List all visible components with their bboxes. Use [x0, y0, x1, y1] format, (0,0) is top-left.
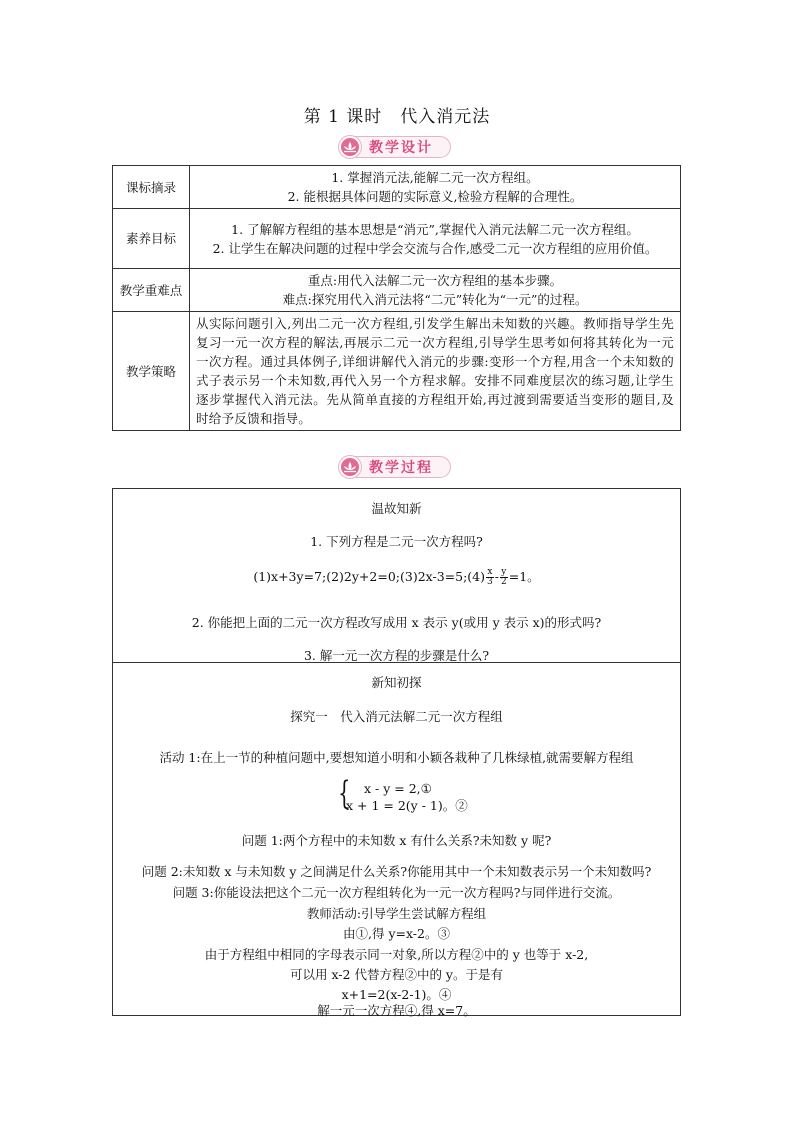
- teaching-process-box: [112, 488, 681, 1016]
- solution-step: 可以用 x-2 代替方程②中的 y。于是有: [290, 967, 503, 982]
- equation-text: (1)x+3y=7;(2)2y+2=0;(3)2x-3=5;(4): [253, 569, 486, 584]
- minus-sign: -: [494, 569, 499, 584]
- row-label: 课标摘录: [113, 166, 190, 209]
- solution-step: 由于方程组中相同的字母表示同一对象,所以方程②中的 y 也等于 x-2,: [204, 947, 589, 962]
- content-line: 2. 让学生在解决问题的过程中学会交流与合作,感受二元一次方程组的应用价值。: [212, 240, 658, 256]
- section-banner-process: [339, 456, 451, 478]
- problem-text: 问题 2:未知数 x 与未知数 y 之间满足什么关系?你能用其中一个未知数表示另一个未知数吗?: [141, 864, 652, 879]
- explore-title: 探究一 代入消元法解二元一次方程组: [290, 709, 503, 724]
- page-title: 第 1 课时 代入消元法: [303, 107, 491, 127]
- content-line: 2. 能根据具体问题的实际意义,检验方程解的合理性。: [287, 189, 583, 204]
- problem-text: 问题 1:两个方程中的未知数 x 有什么关系?未知数 y 呢?: [241, 833, 552, 848]
- solution-step: x+1=2(x-2-1)。④: [341, 987, 452, 1002]
- content-line: 1. 了解解方程组的基本思想是“消元”,掌握代入消元法解二元一次方程组。: [231, 221, 639, 237]
- content-line: 1. 掌握消元法,能解二元一次方程组。: [331, 170, 539, 185]
- row-content: [190, 166, 681, 209]
- solution-step: 由①,得 y=x-2。③: [343, 926, 450, 941]
- lesson-design-table: [112, 165, 681, 431]
- fraction-numerator: y: [501, 567, 507, 577]
- question-text: 3. 解一元一次方程的步骤是什么?: [303, 648, 490, 663]
- table-row: [113, 312, 681, 431]
- lotus-icon: [339, 456, 361, 478]
- row-content: [190, 269, 681, 312]
- activity-text: 活动 1:在上一节的种植问题中,要想知道小明和小颖各栽种了几株绿植,就需要解方程组: [159, 750, 634, 765]
- fraction: [500, 568, 508, 587]
- problem-text: 问题 3:你能设法把这个二元一次方程组转化为一元一次方程吗?与同伴进行交流。: [172, 885, 621, 900]
- row-label: 素养目标: [113, 209, 190, 269]
- row-content: [190, 209, 681, 269]
- brace-icon: {: [338, 774, 351, 812]
- section-heading: 温故知新: [371, 501, 422, 516]
- fraction-denominator: 2: [500, 577, 507, 587]
- equation-text: =1。: [508, 569, 540, 584]
- banner-title: 教学过程: [369, 460, 433, 476]
- content-line: 重点:用代入法解二元一次方程组的基本步骤。: [307, 273, 563, 288]
- table-row: [113, 166, 681, 209]
- question-text: 1. 下列方程是二元一次方程吗?: [310, 534, 483, 549]
- equation-1: x - y = 2,①: [364, 781, 432, 796]
- fraction-denominator: 3: [487, 577, 493, 587]
- solution-step: 解一元一次方程④,得 x=7。: [317, 1003, 476, 1018]
- teacher-activity: 教师活动:引导学生尝试解方程组: [306, 906, 487, 921]
- fraction: [486, 568, 494, 587]
- row-label: 教学重难点: [113, 269, 190, 312]
- table-row: [113, 209, 681, 269]
- equation-line: [113, 567, 680, 587]
- fraction-numerator: x: [487, 567, 493, 577]
- banner-title: 教学设计: [369, 140, 433, 156]
- lotus-icon: [339, 136, 361, 158]
- section-heading: 新知初探: [371, 675, 422, 690]
- row-content: 从实际问题引入,列出二元一次方程组,引发学生解出未知数的兴趣。教师指导学生先复习一元一次方程的解法,再展示二元一次方程组,引导学生思考如何将其转化为一元一次方程。通过具体例子,详细讲解代入消元的步骤:变形一个方程,用含一个未知数的式子表示另一个未知数,再代入另一个方程求解。安排不同难度层次的练习题,让学生逐步掌握代入消元法。先从简单直接的方程组开始,再过渡到需要适当变形的题目,及时给予反馈和指导。: [190, 312, 681, 431]
- section-banner-design: [339, 136, 451, 158]
- divider: [113, 662, 680, 663]
- row-label: 教学策略: [113, 312, 190, 431]
- table-row: [113, 269, 681, 312]
- question-text: 2. 你能把上面的二元一次方程改写成用 x 表示 y(或用 y 表示 x)的形式吗?: [191, 615, 602, 630]
- equation-2: x + 1 = 2(y - 1)。②: [346, 798, 468, 813]
- content-line: 难点:探究用代入消元法将“二元”转化为“一元”的过程。: [282, 292, 588, 307]
